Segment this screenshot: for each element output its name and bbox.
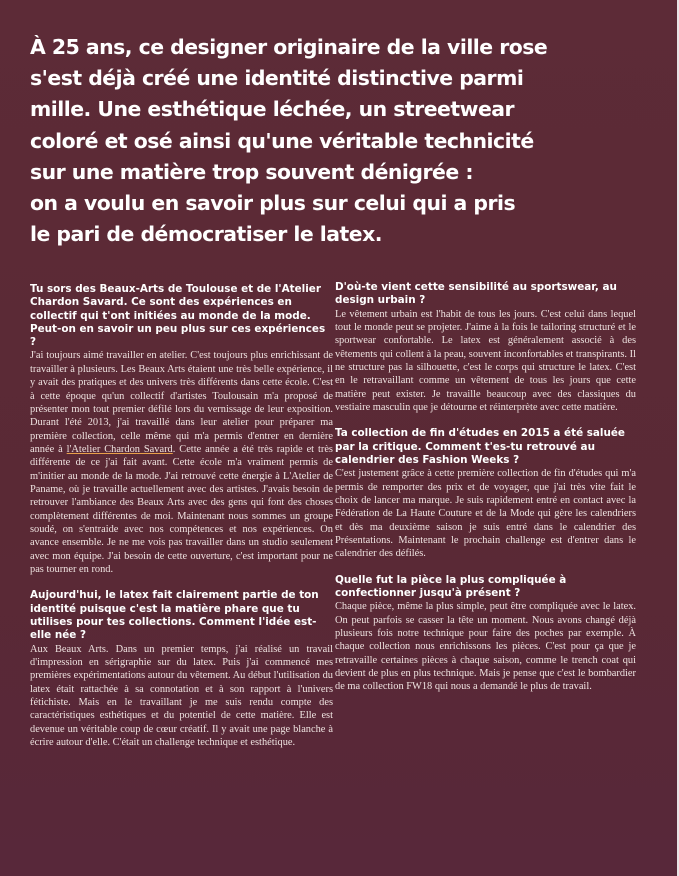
intro-line: on a voulu en savoir plus sur celui qui a pris (30, 191, 516, 216)
question-complicated-piece: Quelle fut la pièce la plus compliquée à confectionner jusqu'à présent ? (335, 573, 567, 599)
intro-line: le pari de démocratiser le latex. (30, 222, 383, 247)
right-column (335, 281, 636, 707)
answer-beaux-arts (30, 349, 333, 576)
answer-fashion-weeks: C'est justement grâce à cette première collection de fin d'études qui m'a permis de remporter des prix et de voyager, que j'ai très vite fait le choix de lancer ma marque. Je suis rapidement entré en contact avec la Fédération de La Haute Couture et de la Mode qui gère les calendriers et dès ma deuxième saison je suis entré dans le calendrier des Présentations. Maintenant le prochain challenge est d'entrer dans le calendrier des défilés. (335, 468, 636, 560)
question-beaux-arts: Tu sors des Beaux-Arts de Toulouse et de l'Atelier Chardon Savard. Ce sont des expériences en collectif qui t'ont initiées au monde de la mode. Peut-on en savoir un peu plus sur ces expériences ? (30, 283, 326, 349)
answer-complicated-piece: Chaque pièce, même la plus simple, peut être compliquée avec le latex. On peut parfois se casser la tête un moment. Nous avons changé déjà plusieurs fois notre technique pour faire des poches par exemple. À chaque collection nous enrichissons les pièces. C'est pour ça que je retravaille certaines pièces à chaque saison, comme le trench coat qui devient de plus en plus technique. Mais je pense que c'est le bombardier de ma collection FW18 qui nous a demandé le plus de travail. (335, 601, 636, 693)
question-latex: Aujourd'hui, le latex fait clairement partie de ton identité puisque c'est la matière phare que tu utilises pour tes collections. Comment l'idée est-elle née ? (30, 589, 319, 642)
intro-line: s'est déjà créé une identité distinctive parmi (30, 66, 524, 91)
intro-line: À 25 ans, ce designer originaire de la ville rose (30, 35, 548, 59)
intro-line: coloré et osé ainsi qu'une véritable technicité (30, 128, 534, 153)
intro-line: sur une matière trop souvent dénigrée : (30, 159, 473, 184)
answer-latex: Aux Beaux Arts. Dans un premier temps, j'ai réalisé un travail d'impression en sérigraphie sur du latex. Puis j'ai commencé mes premières expérimentations autour du vêtement. Au début l'utilisation du latex était rattachée à sa connotation et à son rapport à l'univers fétichiste. Mais en le travaillant je me suis rendu compte des caractéristiques esthétiques et du potentiel de cette matière. Elle est devenue un véritable coup de cœur créatif. Il y avait une page blanche à écrire autour d'elle. C'était un challenge technique et esthétique. (30, 643, 333, 748)
atelier-chardon-savard-link[interactable]: l'Atelier Chardon Savard (66, 443, 173, 455)
intro-line: mille. Une esthétique léchée, un streetwear (30, 97, 515, 122)
intro-heading (30, 32, 650, 250)
left-column (30, 283, 333, 762)
answer-text: . Cette année a été très rapide et très différente de ce j'ai fait avant. Cette école m'a vraiment permis de m'initier au monde de la mode. J'ai retrouvé cette énergie à L'Atelier de Paname, où je travaille actuellement avec des artistes. J'avais besoin de retrouver l'ambiance des Beaux Arts avec des gens qui font des choses complètement différentes de moi. Maintenant nous sommes un groupe soudé, on s'entraide avec nos compétences et nos expériences. On avance ensemble. Je ne me vois pas travailler dans un studio seulement avec mon équipe. J'ai besoin de cette ouverture, c'est important pour ne pas tourner en rond. (30, 443, 333, 575)
answer-text: J'ai toujours aimé travailler en atelier. C'est toujours plus enrichissant de travailler à plusieurs. Les Beaux Arts étaient une très belle expérience, il y avait des pratiques et des univers très différents dans cette école. C'est à cette époque qu'un collectif d'artistes Toulousain m'a proposé de présenter mon tout premier défilé lors du vernissage de leur exposition. Durant l'été 2013, j'ai travaillé dans leur atelier pour préparer ma première collection, celle même qui m'a permis d'entrer en dernière année à (30, 350, 333, 455)
question-fashion-weeks: Ta collection de fin d'études en 2015 a été saluée par la critique. Comment t'es-tu retrouvé au calendrier des Fashion Weeks ? (335, 427, 625, 466)
answer-sportswear: Le vêtement urbain est l'habit de tous les jours. C'est celui dans lequel tout le monde peut se projeter. J'aime à la fois le tailoring structuré et le sportwear confortable. Le latex est généralement associé à des vêtements qui collent à la peau, souvent inconfortables et transpirants. Il ne structure pas la silhouette, c'est le corps qui structure le latex. C'est en le retravaillant comme un vêtement de tous les jours que cette matière peut exister. Je travaille beaucoup avec des classiques du vestiaire masculin que je détourne et réinterprète avec cette matière. (335, 308, 636, 413)
question-sportswear: D'où-te vient cette sensibilité au sportswear, au design urbain ? (335, 281, 617, 307)
